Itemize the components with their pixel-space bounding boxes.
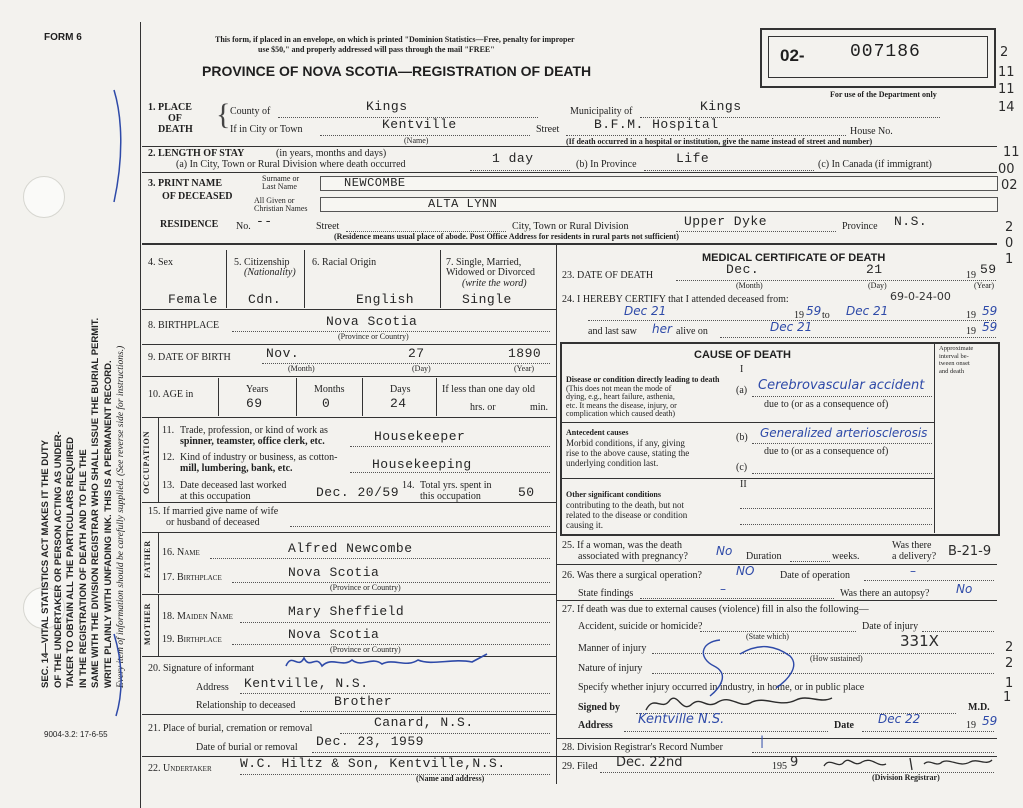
department-use: For use of the Department only [830, 90, 937, 99]
direct-cause-label: Disease or condition directly leading to death (This does not mean the mode of dying, e.g., heart failure, asthenia, etc. It means the disease, injury, or complication which caused death) [566, 375, 720, 418]
registration-prefix: 02- [780, 46, 805, 65]
margin-code: 1 [1005, 252, 1014, 267]
citizenship: Cdn. [248, 292, 282, 307]
margin-rule [140, 22, 141, 808]
dob-year: 1890 [508, 346, 542, 361]
surgery-answer: NO [736, 564, 755, 578]
margin-code: 02 [1001, 178, 1018, 193]
margin-code: 0 [1005, 236, 1014, 251]
pregnancy-answer: No [716, 544, 733, 558]
hospital-of-death: B.F.M. Hospital [594, 117, 719, 132]
surname: NEWCOMBE [344, 176, 406, 190]
margin-code: 2 [1005, 656, 1014, 671]
birthplace: Nova Scotia [326, 314, 418, 329]
envelope-note: This form, if placed in an envelope, on which is printed "Dominion Statistics—Free, penalty for improper [215, 35, 575, 44]
margin-code: 2 [1000, 45, 1009, 60]
undertaker: W.C. Hiltz & Son, Kentville,N.S. [240, 756, 506, 771]
mother-birthplace: Nova Scotia [288, 627, 380, 642]
informant-relationship: Brother [334, 694, 393, 709]
margin-code: 1 [1003, 690, 1012, 705]
stay-in-city: 1 day [492, 151, 534, 166]
print-code: 9004-3.2: 17-6-55 [44, 730, 108, 739]
margin-code: 11 [998, 65, 1015, 80]
age-days: 24 [390, 396, 407, 411]
margin-code: 2 [1005, 220, 1014, 235]
last-worked: Dec. 20/59 [316, 485, 400, 500]
informant-signature [282, 648, 492, 674]
margin-code: 1 [1005, 676, 1014, 691]
marital-status: Single [462, 292, 512, 307]
registration-number: 007186 [850, 42, 921, 62]
other-conditions-label: Other significant conditions contributing to the death, but not related to the disease or condition causing it. [566, 490, 688, 530]
blue-margin-mark [108, 630, 138, 720]
municipality-of-death: Kings [700, 99, 742, 114]
burial-place: Canard, N.S. [374, 715, 474, 730]
registrar-signature [820, 752, 996, 774]
residence-province: N.S. [894, 214, 928, 229]
city-of-death: Kentville [382, 117, 457, 132]
envelope-note: use $50," and properly addressed will pass through the mail "FREE" [258, 45, 495, 54]
industry: Housekeeping [372, 457, 472, 472]
age-months: 0 [322, 396, 331, 411]
attended-to: Dec 21 [846, 304, 889, 318]
total-years: 50 [518, 485, 535, 500]
autopsy-answer: No [956, 582, 973, 596]
signature-date: Dec 22 [878, 712, 921, 726]
father-birthplace: Nova Scotia [288, 565, 380, 580]
sex: Female [168, 292, 218, 307]
direct-cause: Cerebrovascular accident [758, 378, 925, 393]
stay-in-province: Life [676, 151, 710, 166]
form-title: PROVINCE OF NOVA SCOTIA—REGISTRATION OF DEATH [202, 63, 592, 79]
informant-address: Kentville, N.S. [244, 676, 369, 691]
county-of-death: Kings [366, 99, 408, 114]
death-year: 59 [980, 262, 997, 277]
registration-number-box [760, 28, 996, 88]
filed-date: Dec. 22nd [616, 755, 683, 770]
father-name: Alfred Newcombe [288, 541, 413, 556]
antecedent-cause: Generalized arteriosclerosis [760, 426, 928, 440]
delivery-code: B-21-9 [948, 544, 992, 559]
death-registration-form: FORM 6 SEC. 14—VITAL STATISTICS ACT MAKES IT THE DUTY OF THE UNDERTAKER OR PERSON ACTING AS UNDER- TAKER TO OBTAIN ALL THE PARTICULARS REQUIRED IN THE REGISTRATION OF DEATH AND TO FILE THE SAME WITH THE DIVISION REGISTRAR WHO SHALL ISSUE THE BURIAL PERMIT. WRITE PLAINLY WITH UNFADING INK. THIS IS A PERMANENT RECORD. Every item of information should be carefully supplied. (See reverse side for instructions.) 9004-3.2: 17-6-55 This form, if placed in an envelope, on which is printed "Dominion Statistics—Free, penalty for improper use $50," and properly addressed will pass through the mail "FREE" PROVINCE OF NOVA SCOTIA—REGISTRATION OF DEATH 02- 007186 For use of the Department only 2 11 11 14 11 00 02 2 0 1 1 2 2 1 1. PLACE OF DEATH { County of Kings Municipality of Kings If in City or Town Kentville (Name) Street B.F.M. Hospital House No. (If death occurred in a hospital or institution, give the name instead of street and number) 2. LENGTH OF STAY (in years, months and days) (a) In City, Town or Rural Division where death occurred 1 day (b) In Province Life (c) In Canada (if immigrant) 3. PRINT NAME OF DECEASED Surname or Last Name NEWCOMBE All Given or Christian Names ALTA LYNN RESIDENCE No. -- Street City, Town or Rural Division Upper Dyke Province N.S. (Residence means usual place of abode. Post Office Address for residents in rural parts not sufficient) 4. Sex Female 5. Citizenship (Nationality) Cdn. 6. Racial Origin English 7. Single, Married, Widowed or Divorced (write the word) Single 8. BIRTHPLACE Nova Scotia (Province or Country) 9. DATE OF BIRTH Nov. 27 1890 (Month) (Day) (Year) 10. AGE in Years Months Days If less than one day old 69 0 24 hrs. or min. OCCUPATION 11. Trade, profession, or kind of work as spinner, teamster, office clerk, etc. Housekeeper 12. Kind of industry or business, as cotton- mill, lumbering, bank, etc. Housekeeping 13. Date deceased last worked at this occupation Dec. 20/59 14. Total yrs. spent in this occupation 50 15. If married give name of wife or husband of deceased FATHER 16. Name Alfred Newcombe 17. Birthplace Nova Scotia (Province or Country) MOTHER 18. Maiden Name Mary Sheffield 19. Birthplace Nova Scotia (Province or Country) 20. Signature of informant Address Kentville, N.S. Relationship to deceased Brother 21. Place of burial, cremation or removal Canard, N.S. Date of burial or removal Dec. 23, 1959 22. Undertaker W.C. Hiltz & Son, Kentville,N.S. (Name and address) MEDICAL CERTIFICATE OF DEATH 23. DATE OF DEATH Dec. 21 19 59 (Month) (Day) (Year) 24. I HEREBY CERTIFY that I attended deceased from: 69-0-24-00 Dec 21 19 59 to Dec 21 19 59 and last saw her alive on Dec 21 19 59 CAUSE OF DEATH Approximate interval be- tween onset and death I Disease or condition directly leading to death (This does not mean the mode of dying, e.g., heart failure, asthenia, etc. It means the disease, injury, or complication which caused death) (a) Cerebrovascular accident due to (or as a consequence of) Antecedent causes Morbid conditions, if any, giving rise to the above cause, stating the underlying condition last. (b) Generalized arteriosclerosis due to (or as a consequence of) (c) II Other significant conditions contributing to the death, but not related to the disease or condition causing it. 25. If a woman, was the death associated with pregnancy? No Duration weeks. Was there a delivery? B-21-9 26. Was there a surgical operation? NO Date of operation – State findings – Was there an autopsy? No 27. If death was due to external causes (violence) fill in also the following— Accident, suicide or homicide? (State which) Date of injury Manner of injury (How sustained) 331X Nature of injury Specify whether injury occurred in industry, in home, or in public place Signed by M.D. Address Kentville N.S. Date Dec 22 19 59 28. Division Registrar's Record Number | 29. Filed Dec. 22nd 195 9 (Division Registrar) [0, 0, 1023, 808]
physician-address: Kentville N.S. [638, 712, 725, 727]
form-number: FORM 6 [44, 32, 82, 43]
surname-boxes [320, 176, 998, 191]
racial-origin: English [356, 292, 415, 307]
margin-code: 11 [1003, 145, 1020, 160]
margin-code: 11 [998, 82, 1015, 97]
last-seen-date: Dec 21 [770, 320, 813, 334]
mother-maiden-name: Mary Sheffield [288, 604, 405, 619]
dob-month: Nov. [266, 346, 300, 361]
blue-margin-mark [100, 86, 130, 206]
death-month: Dec. [726, 262, 760, 277]
medical-header: MEDICAL CERTIFICATE OF DEATH [702, 252, 886, 264]
burial-date: Dec. 23, 1959 [316, 734, 424, 749]
margin-code: 00 [998, 162, 1015, 177]
injury-code: 331X [900, 632, 939, 650]
dob-day: 27 [408, 346, 425, 361]
antecedent-label: Antecedent causes Morbid conditions, if any, giving rise to the above cause, stating the underlying condition last. [566, 428, 690, 468]
age-years: 69 [246, 396, 263, 411]
death-day: 21 [866, 262, 883, 277]
margin-code: 2 [1005, 640, 1014, 655]
given-names-boxes [320, 197, 998, 212]
statute-side-text: SEC. 14—VITAL STATISTICS ACT MAKES IT THE DUTY OF THE UNDERTAKER OR PERSON ACTING AS UNDER- TAKER TO OBTAIN ALL THE PARTICULARS REQUIRED IN THE REGISTRATION OF DEATH AND TO FILE THE SAME WITH THE DIVISION REGISTRAR WHO SHALL ISSUE THE BURIAL PERMIT. WRITE PLAINLY WITH UNFADING INK. THIS IS A PERMANENT RECORD. Every item of information should be carefully supplied. (See reverse side for instructions.) [40, 317, 126, 688]
punch-hole [23, 176, 65, 218]
certificate-code: 69-0-24-00 [890, 290, 951, 303]
attended-from: Dec 21 [624, 304, 667, 318]
margin-code: 14 [998, 100, 1015, 115]
trade: Housekeeper [374, 429, 466, 444]
given-names: ALTA LYNN [428, 197, 498, 211]
interval-header: Approximate interval be- tween onset and death [939, 345, 974, 375]
residence-city: Upper Dyke [684, 214, 768, 229]
